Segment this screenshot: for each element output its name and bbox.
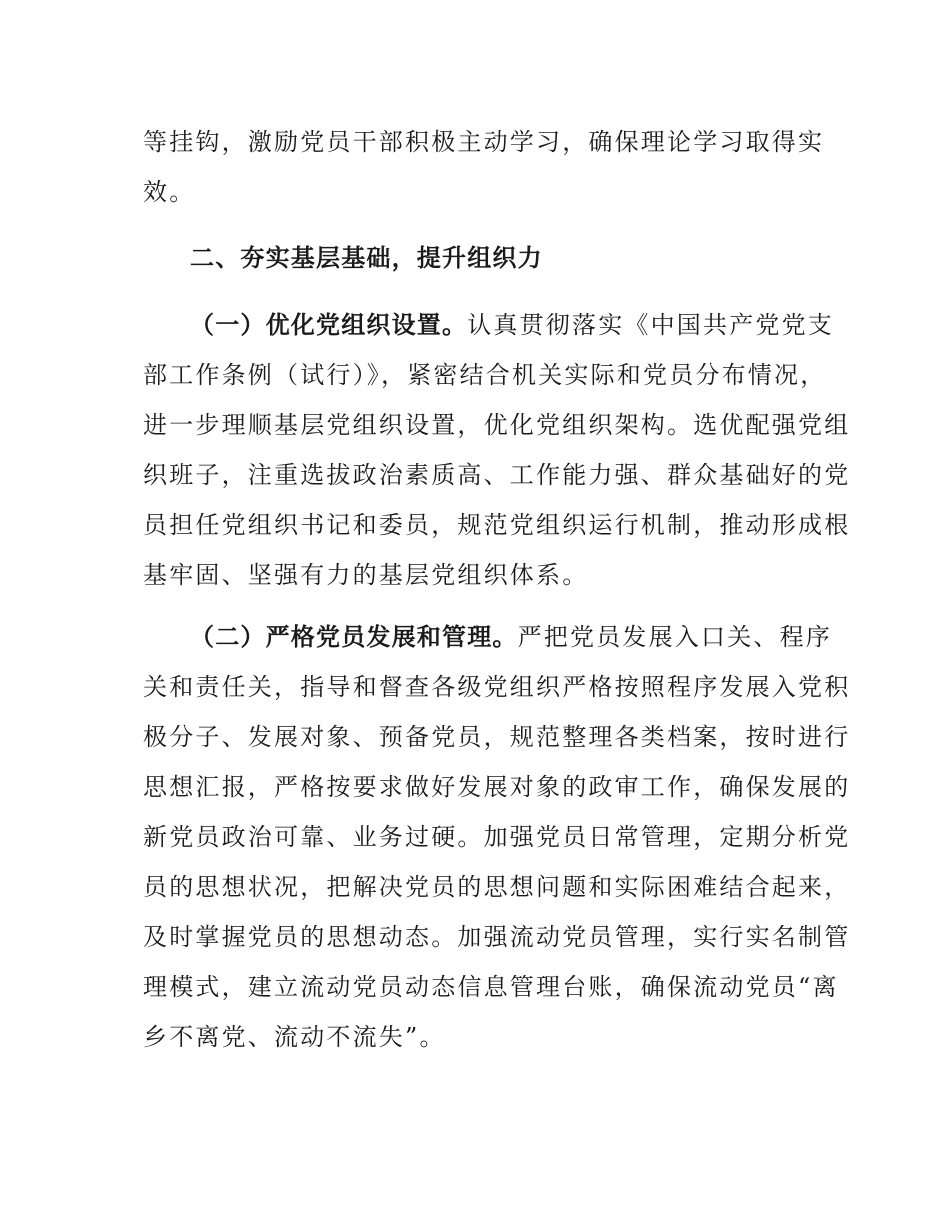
paragraph2-line: 关和责任关，指导和督查各级党组织严格按照程序发展入党积 [143, 673, 851, 701]
paragraph1-line: 部工作条例（试行）》，紧密结合机关实际和党员分布情况， [143, 361, 827, 389]
paragraph1-line: 织班子，注重选拔政治素质高、工作能力强、群众基础好的党 [143, 461, 851, 489]
continuation-line-2: 效。 [143, 178, 196, 206]
paragraph2-line: 理模式，建立流动党员动态信息管理台账，确保流动党员“离 [143, 973, 839, 1001]
paragraph1-first-line [190, 310, 834, 340]
paragraph2-line: 新党员政治可靠、业务过硬。加强党员日常管理，定期分析党 [143, 823, 851, 851]
paragraph2-line: 及时掌握党员的思想动态。加强流动党员管理，实行实名制管 [143, 923, 851, 951]
continuation-line-1: 等挂钩，激励党员干部积极主动学习，确保理论学习取得实 [143, 128, 825, 156]
paragraph1-line: 员担任党组织书记和委员，规范党组织运行机制，推动形成根 [143, 511, 851, 539]
paragraph2-first-line [190, 622, 832, 652]
paragraph2-line: 乡不离党、流动不流失”。 [143, 1023, 446, 1051]
paragraph2-line: 员的思想状况，把解决党员的思想问题和实际困难结合起来， [143, 873, 851, 901]
paragraph1-first-line-text: 认真贯彻落实《中国共产党党支 [467, 311, 835, 339]
paragraph2-line: 极分子、发展对象、预备党员，规范整理各类档案，按时进行 [143, 723, 851, 751]
paragraph2-heading: （二）严格党员发展和管理。 [190, 623, 518, 651]
paragraph1-line: 进一步理顺基层党组织设置，优化党组织架构。选优配强党组 [143, 411, 851, 439]
section-heading: 二、夯实基层基础，提升组织力 [190, 244, 543, 272]
paragraph1-heading: （一）优化党组织设置。 [190, 311, 468, 339]
paragraph2-first-line-text: 严把党员发展入口关、程序 [517, 623, 833, 651]
paragraph2-line: 思想汇报，严格按要求做好发展对象的政审工作，确保发展的 [143, 773, 851, 801]
paragraph1-line: 基牢固、坚强有力的基层党组织体系。 [143, 561, 589, 589]
